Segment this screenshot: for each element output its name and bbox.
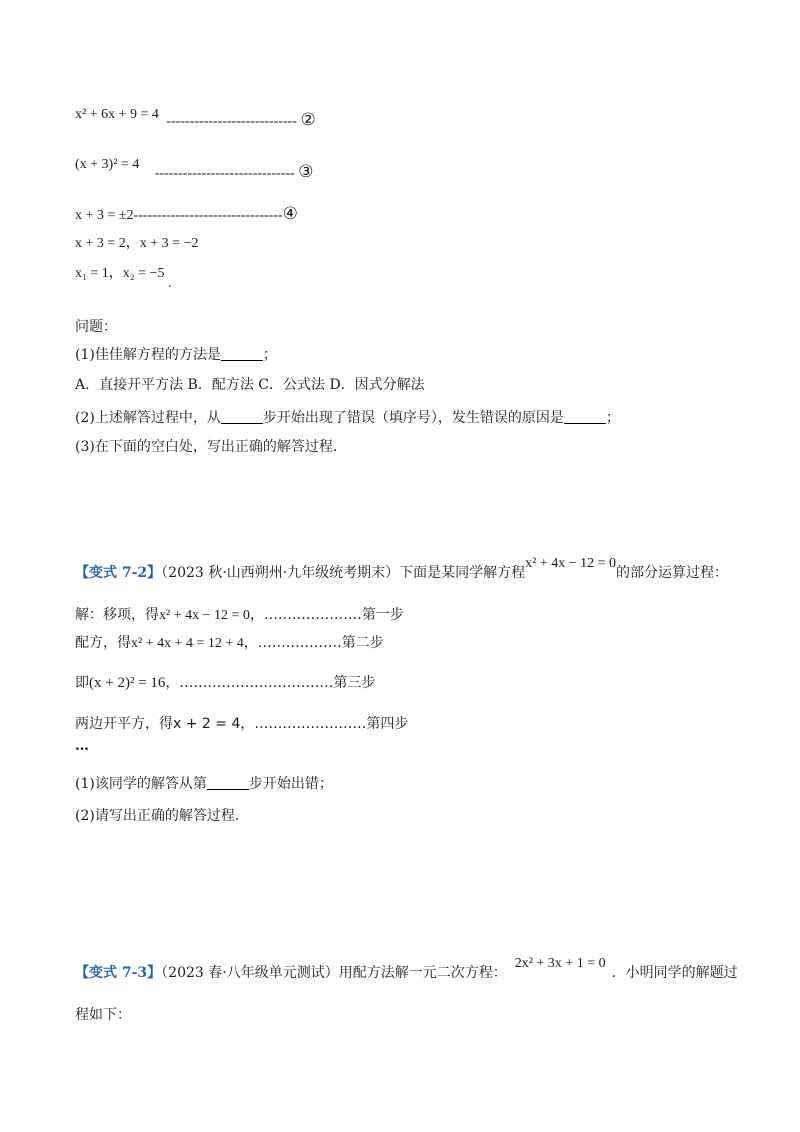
dash-leader: ---------------------------- [166, 114, 297, 129]
question-2 [75, 407, 620, 427]
variant-7-3-line-2: 程如下： [75, 1007, 131, 1023]
variant-source: （2023 春·八年级单元测试）用配方法解一元二次方程： [161, 965, 507, 981]
step-dots: ，……………………………第三步 [165, 675, 376, 691]
answer-blank[interactable] [207, 775, 249, 790]
answer-blank[interactable] [564, 409, 606, 424]
question-text: (2)上述解答过程中，从 [75, 410, 221, 426]
step-prefix: 两边开平方，得 [75, 716, 173, 732]
circled-number: ③ [298, 162, 314, 181]
equation-text: (x + 3)² = 4 [75, 157, 140, 172]
circled-number: ④ [282, 204, 298, 223]
question-text: (1)该同学的解答从第 [75, 776, 207, 792]
equation-step-5 [75, 232, 198, 252]
variant-7-2-header [75, 556, 729, 582]
variant-tail: 的部分运算过程： [616, 565, 729, 581]
step-equation: (x + 2)² = 16 [89, 675, 166, 691]
step-prefix: 即 [75, 675, 89, 691]
solution-step-1 [75, 604, 404, 624]
variant-equation: 2x² + 3x + 1 = 0 [514, 956, 606, 971]
solution-step-4 [75, 713, 408, 733]
step-dots: ，………………第二步 [243, 635, 384, 651]
question-text: (1)佳佳解方程的方法是 [75, 347, 221, 363]
variant-7-2-question-1 [75, 773, 333, 793]
equation-text: x + 3 = 2，x + 3 = −2 [75, 236, 199, 251]
dash-leader: -------------------------------- [133, 208, 283, 223]
question-text: 步开始出错； [248, 776, 333, 792]
equation-step-6 [75, 262, 172, 291]
variant-tag: 【变式 7-2】 [75, 565, 162, 581]
variant-equation: x² + 4x − 12 = 0 [525, 556, 617, 571]
equation-text: x₁ = 1，x₂ = −5 [75, 266, 165, 281]
question-end: ； [605, 410, 620, 426]
answer-options: A．直接开平方法 B．配方法 C．公式法 D．因式分解法 [75, 377, 425, 393]
period: . [167, 276, 172, 291]
equation-text: x² + 6x + 9 = 4 [75, 107, 159, 122]
dash-leader: ------------------------------ [154, 166, 295, 181]
answer-blank[interactable] [221, 409, 263, 424]
question-heading: 问题： [75, 319, 117, 335]
equation-step-2 [75, 103, 316, 129]
ellipsis: … [75, 738, 89, 754]
step-prefix: 解：移项，得 [75, 607, 159, 623]
question-1 [75, 344, 277, 364]
equation-step-4 [75, 204, 298, 224]
variant-7-3-header [75, 956, 738, 982]
step-dots: ，…………………第一步 [249, 607, 404, 623]
step-dots: ，……………………第四步 [240, 716, 409, 732]
step-equation: x² + 4x − 12 = 0 [159, 608, 250, 623]
circled-number: ② [300, 110, 316, 129]
variant-tag: 【变式 7-3】 [75, 965, 162, 981]
step-prefix: 配方，得 [75, 635, 131, 651]
variant-source: （2023 秋·山西朔州·九年级统考期末）下面是某同学解方程 [161, 565, 526, 581]
question-text: 步开始出现了错误（填序号），发生错误的原因是 [262, 410, 564, 426]
variant-7-2-question-2: (2)请写出正确的解答过程． [75, 808, 249, 824]
equation-text: x + 3 = ±2 [75, 208, 134, 223]
step-equation: x² + 4x + 4 = 12 + 4 [131, 636, 244, 651]
equation-step-3 [75, 153, 314, 181]
variant-tail: ．小明同学的解题过 [611, 965, 738, 981]
step-equation: x + 2 = 4 [173, 716, 241, 732]
answer-blank[interactable] [221, 346, 263, 361]
solution-step-3 [75, 672, 375, 692]
solution-step-2 [75, 632, 384, 652]
question-3: (3)在下面的空白处，写出正确的解答过程． [75, 439, 347, 455]
question-end: ； [262, 347, 277, 363]
